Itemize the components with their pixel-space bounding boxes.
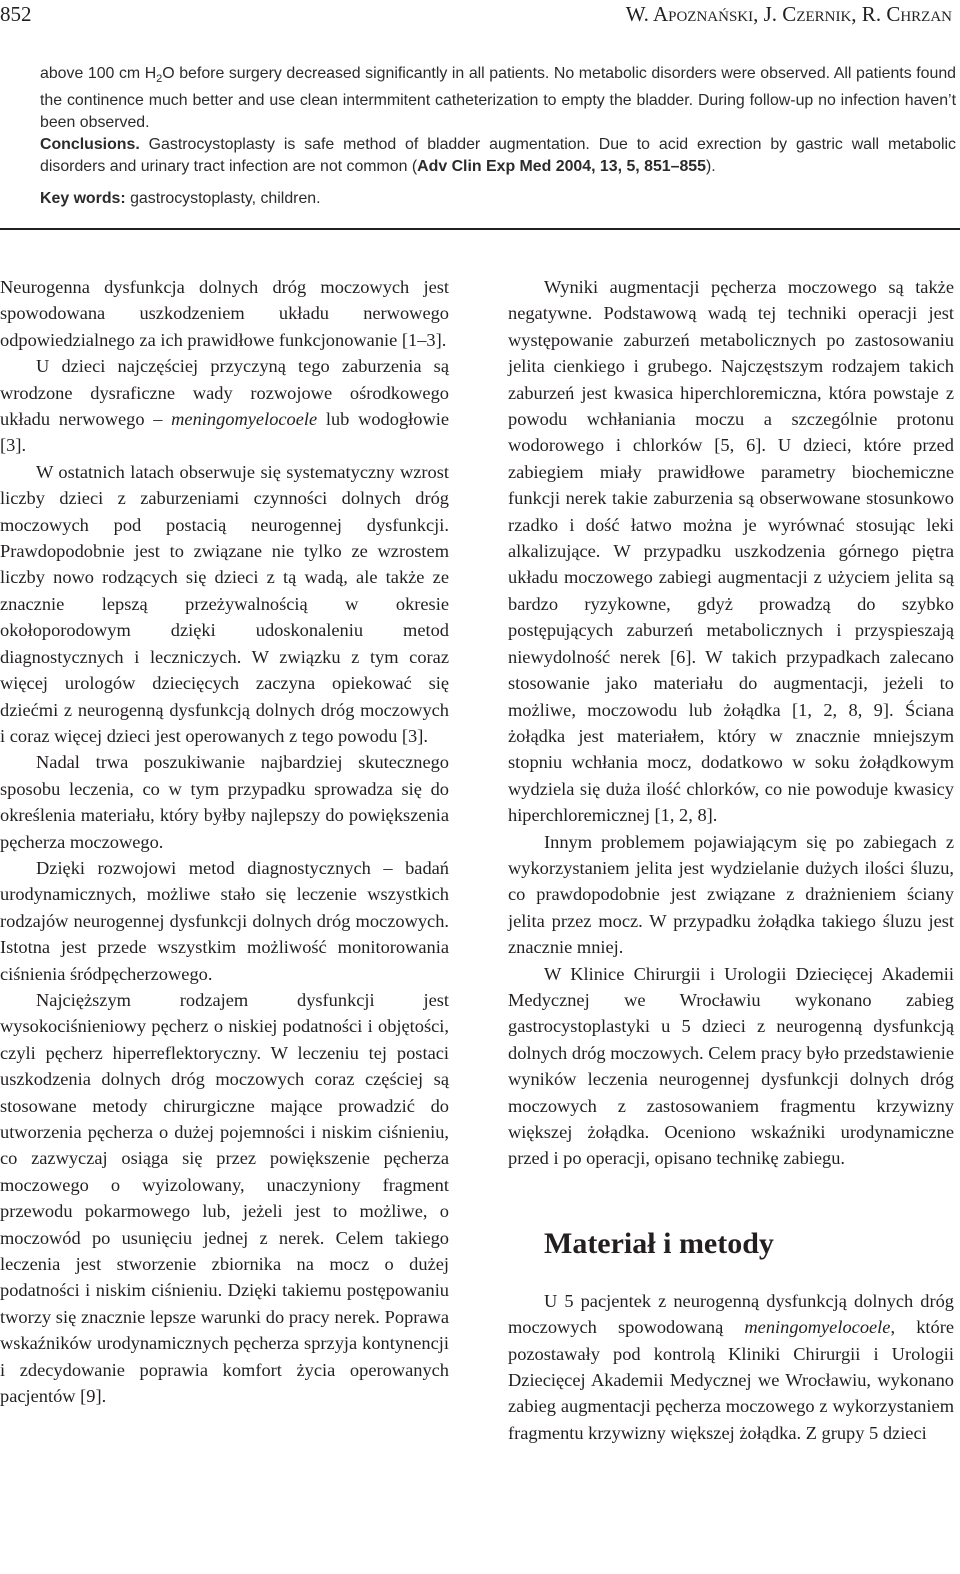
right-column bbox=[508, 274, 954, 1446]
keywords bbox=[40, 188, 956, 210]
running-head bbox=[0, 0, 960, 28]
paragraph: Najcięższym rodzajem dysfunkcji jest wysokociśnieniowy pęcherz o niskiej podatności i objętości, czyli pęcherz hiperreflektoryczny. W leczeniu tej postaci uszkodzenia dolnych dróg moczowych coraz częściej są stosowane metody chirurgiczne mające prowadzić do utworzenia pęcherza o dużej pojemności i niskim ciśnieniu, co zazwyczaj osiąga się przez powiększenie pęcherza moczowego o wyizolowany, unaczyniony fragment przewodu pokarmowego lub, jeżeli jest to możliwe, o moczowód po usunięciu jednej z nerek. Celem takiego leczenia jest stworzenie zbiornika na mocz o dużej podatności i niskim ciśnieniu. Dzięki takiemu postępowaniu tworzy się znacznie lepsze warunki do pracy nerek. Poprawa wskaźników urodynamicznych pęcherza sprzyja kontynencji i zdecydowanie poprawia komfort życia operowanych pacjentów [9]. bbox=[0, 989, 449, 1407]
conclusions-label: Conclusions. bbox=[40, 136, 140, 154]
italic-term: meningomyelocoele bbox=[171, 409, 318, 430]
paragraph: W ostatnich latach obserwuje się systematyczny wzrost liczby dzieci z zaburzeniami czynności dolnych dróg moczowych pod postacią neurogennej dysfunkcji. Prawdopodobnie jest to związane nie tylko ze wzrostem liczby nowo rodzących się dzieci z tą wadą, ale także ze znacznie lepszą przeżywalnością w okresie okołoporodowym dzięki udoskonaleniu metod diagnostycznych i leczniczych. W związku z tym coraz więcej urologów dziecięcych zaczyna opiekować się dziećmi z neurogenną dysfunkcją dolnych dróg moczowych i coraz więcej dzieci jest operowanych z tego powodu [3]. bbox=[0, 461, 449, 746]
conclusions-text-end: ). bbox=[705, 158, 716, 176]
paragraph: W Klinice Chirurgii i Urologii Dziecięcej Akademii Medycznej we Wrocławiu wykonano zabieg gastrocystoplastyki u 5 dzieci z neurogenną dysfunkcją dolnych dróg moczowych. Celem pracy było przedstawienie wyników leczenia neurogennej dysfunkcji dolnych dróg moczowych z zastosowaniem fragmentu krzywizny większej żołądka. Oceniono wskaźniki urodynamiczne przed i po operacji, opisano technikę zabiegu. bbox=[508, 963, 954, 1169]
paragraph-text-end: lub wodogłowie [3]. bbox=[0, 409, 449, 456]
section-divider bbox=[0, 228, 960, 230]
abstract bbox=[40, 63, 956, 210]
citation: Adv Clin Exp Med 2004, 13, 5, 851–855 bbox=[417, 158, 706, 176]
running-head-authors: W. Apoznański, J. Czernik, R. Chrzan bbox=[625, 2, 952, 26]
abstract-results bbox=[40, 63, 956, 134]
keywords-text: gastrocystoplasty, children. bbox=[125, 190, 321, 208]
subscript-2: 2 bbox=[156, 73, 163, 86]
abstract-conclusions bbox=[40, 134, 956, 178]
conclusions-text: Gastrocystoplasty is safe method of bladder augmentation. Due to acid exrection by gastric wall metabolic disorders and urinary tract infection are not common ( bbox=[40, 136, 956, 176]
abstract-results-text-2: O before surgery decreased significantly in all patients. No metabolic disorders were observed. All patients found the continence much better and use clean intermmitent catheterization to empty the bladder. During follow-up no infection haven’t been observed. bbox=[40, 65, 956, 132]
paragraph-text-end: , które pozostawały pod kontrolą Kliniki Chirurgii i Urologii Dziecięcej Akademii Medycznej we Wrocławiu, wykonano zabieg augmentacji pęcherza moczowego z wykorzystaniem fragmentu krzywizny większej żołądka. Z grupy 5 dzieci bbox=[508, 1317, 954, 1443]
paragraph-text: U 5 pacjentek z neurogenną dysfunkcją dolnych dróg moczowych spowodowaną bbox=[508, 1290, 954, 1338]
paragraph bbox=[508, 1288, 954, 1446]
paragraph bbox=[0, 353, 449, 459]
section-heading: Materiał i metody bbox=[544, 1226, 774, 1260]
paragraph: Innym problemem pojawiającym się po zabiegach z wykorzystaniem jelita jest wydzielanie dużych ilości śluzu, co prawdopodobnie jest związane z drażnieniem ściany jelita przez mocz. W przypadku żołądka takiego śluzu jest znacznie mniej. bbox=[508, 831, 954, 958]
paragraph: Dzięki rozwojowi metod diagnostycznych – badań urodynamicznych, możliwe stało się leczenie wszystkich rodzajów neurogennej dysfunkcji dolnych dróg moczowych. Istotna jest przede wszystkim możliwość monitorowania ciśnienia śródpęcherzowego. bbox=[0, 857, 449, 984]
page-number: 852 bbox=[0, 2, 32, 26]
paragraph-text: U dzieci najczęściej przyczyną tego zaburzenia są wrodzone dysraficzne wady rozwojowe ośrodkowego układu nerwowego – bbox=[0, 356, 449, 430]
paragraph: Nadal trwa poszukiwanie najbardziej skutecznego sposobu leczenia, co w tym przypadku sprowadza się do określenia materiału, który byłby najlepszy do powiększenia pęcherza moczowego. bbox=[0, 752, 449, 852]
keywords-label: Key words: bbox=[40, 190, 126, 208]
paragraph: Neurogenna dysfunkcja dolnych dróg moczowych jest spowodowana uszkodzeniem układu nerwowego odpowiedzialnego za ich prawidłowe funkcjonowanie [1–3]. bbox=[0, 277, 449, 350]
left-column bbox=[0, 274, 449, 1409]
abstract-results-text: above 100 cm H bbox=[40, 65, 157, 82]
italic-term: meningomyelocoele bbox=[744, 1317, 891, 1338]
paragraph: Wyniki augmentacji pęcherza moczowego są także negatywne. Podstawową wadą tej techniki operacji jest występowanie zaburzeń metabolicznych po zastosowaniu jelita cienkiego i grubego. Najczęstszym rodzajem takich zaburzeń jest kwasica hiperchloremiczna, która powstaje z powodu wchłaniania moczu a szczególnie protonu wodorowego i chlorków [5, 6]. U dzieci, które przed zabiegiem miały prawidłowe parametry biochemiczne funkcji nerek takie zaburzenia są obserwowane stosunkowo rzadko i dość łatwo można je wyrównać stosując leki alkalizujące. W przypadku uszkodzenia górnego piętra układu moczowego zabiegi augmentacji z użyciem jelita są bardzo ryzykowne, gdyż prowadzą do szybko postępujących zaburzeń metabolicznych i przyspieszają niewydolność nerek [6]. W takich przypadkach zalecano stosowanie jako materiału do augmentacji, jeżeli to możliwe, moczowodu lub żołądka [1, 2, 8, 9]. Ściana żołądka jest materiałem, który w znacznie mniejszym stopniu wchłania mocz, dodatkowo w soku żołądkowym wydziela się duża ilość chlorków, co nie powoduje kwasicy hiperchloremicznej [1, 2, 8]. bbox=[508, 277, 954, 826]
